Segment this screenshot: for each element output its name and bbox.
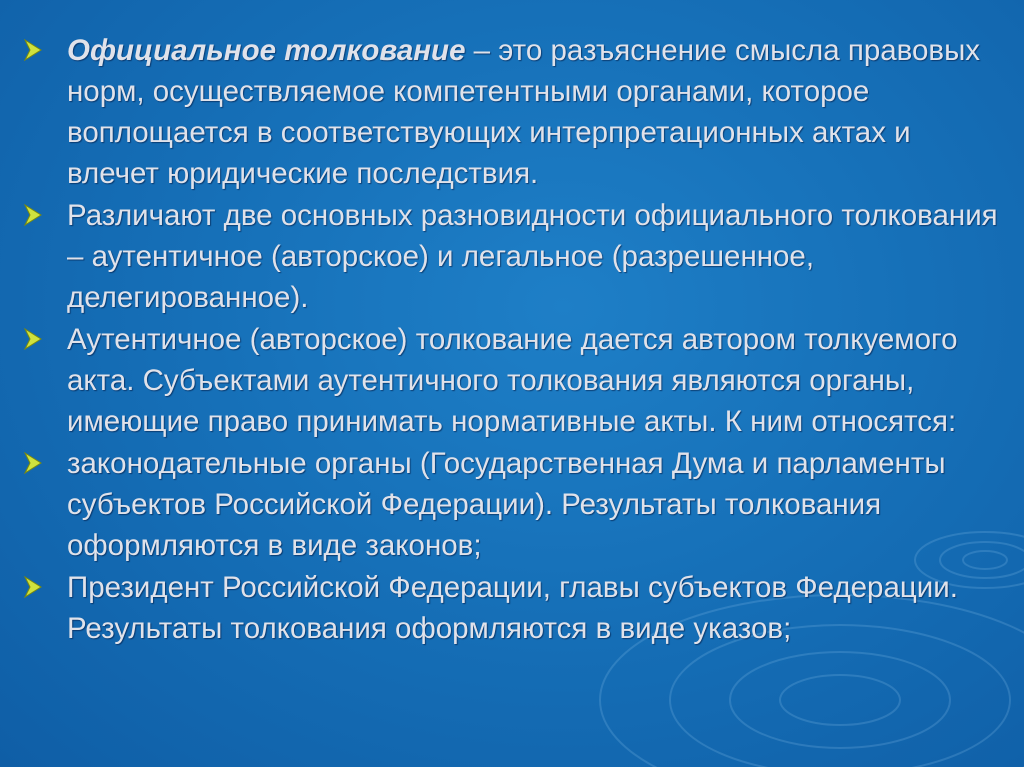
bullet-text: Президент Российской Федерации, главы субъектов Федерации. Результаты толкования оформляются в виде указов; xyxy=(67,571,958,645)
arrowhead-bullet-icon xyxy=(24,39,42,61)
bullet-text: Различают две основных разновидности официального толкования – аутентичное (авторское) и легальное (разрешенное, делегированное). xyxy=(67,199,998,314)
arrowhead-bullet-icon xyxy=(24,452,42,474)
slide-bullet-list xyxy=(24,30,1004,650)
bullet-two-kinds xyxy=(24,195,1004,318)
bullet-legislative-bodies xyxy=(24,443,1004,566)
bullet-text: – это разъяснение смысла правовых норм, осуществляемое компетентными органами, которое воплощается в соответствующих интерпретационных актах и влечет юридические последствия. xyxy=(67,34,981,190)
bullet-authentic-interpretation xyxy=(24,319,1004,442)
bullet-text: законодательные органы (Государственная Дума и парламенты субъектов Российской Федерации). Результаты толкования оформляются в виде законов; xyxy=(67,447,946,562)
arrowhead-bullet-icon xyxy=(24,328,42,350)
arrowhead-bullet-icon xyxy=(24,204,42,226)
term-highlight: Официальное толкование xyxy=(67,34,466,67)
bullet-president xyxy=(24,567,1004,649)
arrowhead-bullet-icon xyxy=(24,576,42,598)
bullet-official-interpretation xyxy=(24,30,1004,194)
bullet-text: Аутентичное (авторское) толкование дается автором толкуемого акта. Субъектами аутентичного толкования являются органы, имеющие право принимать нормативные акты. К ним относятся: xyxy=(67,323,958,438)
